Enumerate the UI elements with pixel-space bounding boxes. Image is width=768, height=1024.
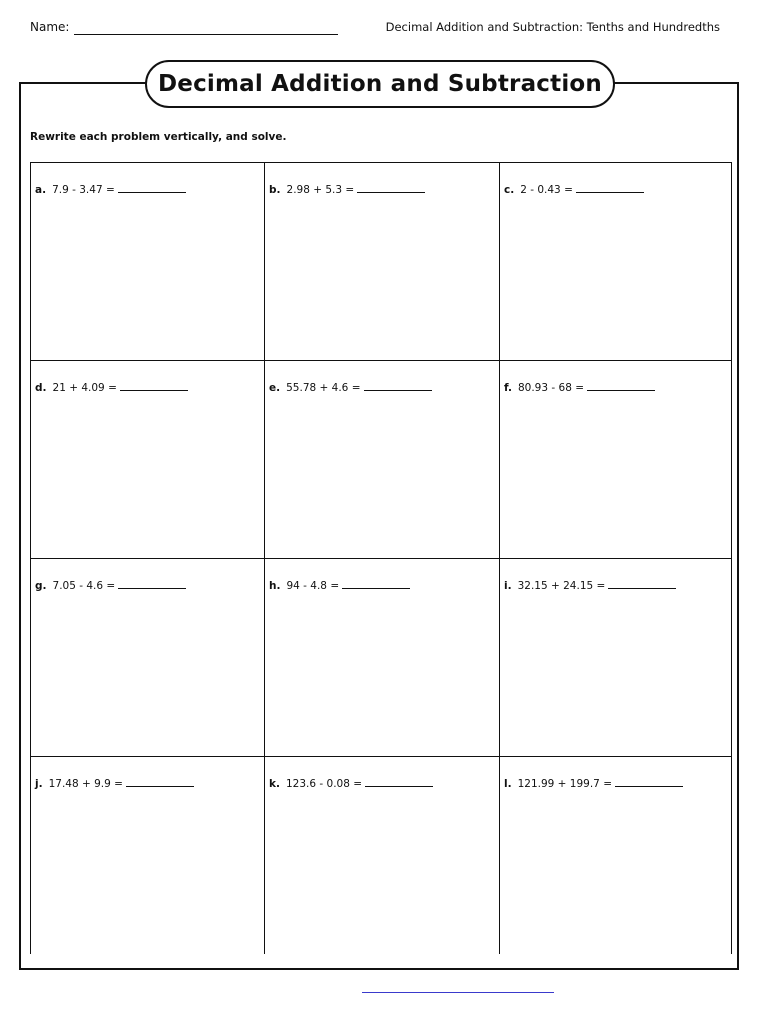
footer-link[interactable] [362,992,554,993]
problem-expression: 2.98 + 5.3 = [286,184,355,196]
problem-cell-f [499,360,732,558]
answer-line [365,777,433,787]
problem-expression: 55.78 + 4.6 = [286,382,361,394]
problem-expression: 17.48 + 9.9 = [48,778,123,790]
header-title: Decimal Addition and Subtraction: Tenths and Hundredths [385,20,720,34]
problem-expression: 7.9 - 3.47 = [52,184,115,196]
worksheet-title: Decimal Addition and Subtraction [145,60,615,108]
problem-letter: f. [504,382,512,394]
answer-line [118,579,186,589]
problem-letter: g. [35,580,47,592]
problem-expression: 123.6 - 0.08 = [285,778,363,790]
instructions: Rewrite each problem vertically, and solve. [30,131,287,143]
problem-expression: 2 - 0.43 = [520,184,573,196]
problem-cell-i [499,558,732,756]
name-label: Name: [30,20,70,34]
problem-cell-g [30,558,264,756]
problem-cell-e [264,360,499,558]
problem-cell-d [30,360,264,558]
page-header [30,18,720,38]
problem-letter: k. [269,778,280,790]
problem-letter: b. [269,184,281,196]
problem-letter: i. [504,580,512,592]
problem-cell-k [264,756,499,954]
answer-line [608,579,676,589]
problem-letter: h. [269,580,281,592]
problem-letter: d. [35,382,47,394]
problem-letter: j. [35,778,43,790]
answer-line [587,381,655,391]
problem-cell-a [30,162,264,360]
problem-cell-c [499,162,732,360]
name-line [74,34,338,35]
answer-line [576,183,644,193]
problem-cell-h [264,558,499,756]
problem-expression: 7.05 - 4.6 = [52,580,116,592]
problem-cell-j [30,756,264,954]
problem-letter: e. [269,382,281,394]
answer-line [120,381,188,391]
problem-expression: 80.93 - 68 = [517,382,585,394]
problem-letter: a. [35,184,47,196]
problem-grid [30,162,732,954]
answer-line [615,777,683,787]
problem-cell-l [499,756,732,954]
problem-letter: c. [504,184,515,196]
problem-cell-b [264,162,499,360]
answer-line [126,777,194,787]
answer-line [357,183,425,193]
problem-expression: 32.15 + 24.15 = [517,580,606,592]
answer-line [118,183,186,193]
answer-line [342,579,410,589]
problem-expression: 121.99 + 199.7 = [517,778,613,790]
problem-expression: 94 - 4.8 = [286,580,340,592]
answer-line [364,381,432,391]
problem-letter: l. [504,778,512,790]
problem-expression: 21 + 4.09 = [52,382,117,394]
